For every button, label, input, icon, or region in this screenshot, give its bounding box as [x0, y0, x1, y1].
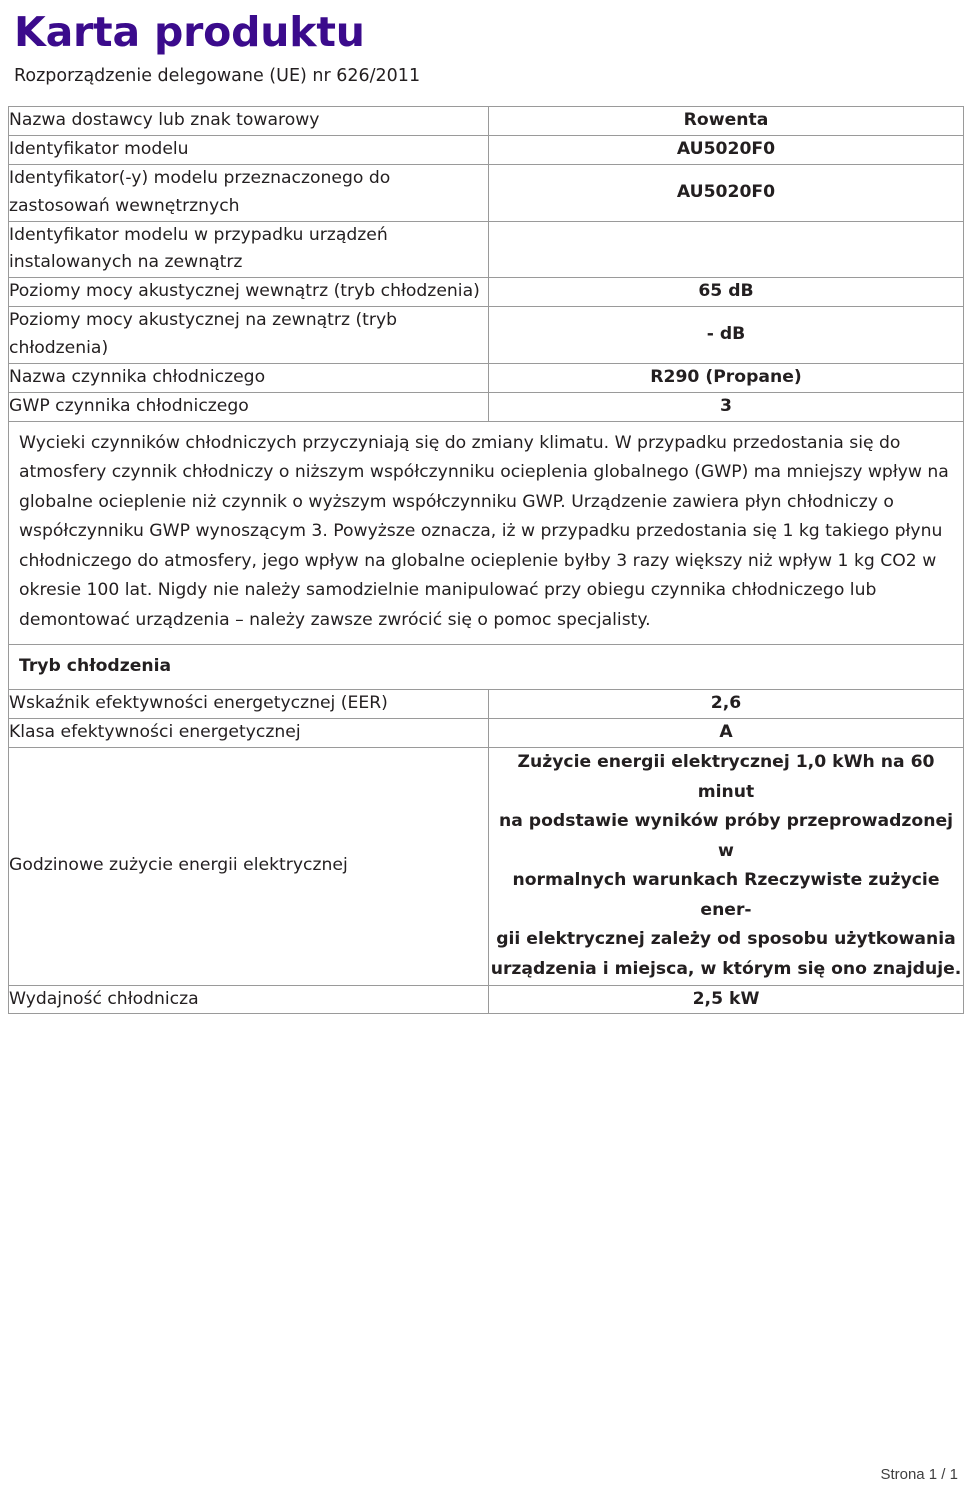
table-row — [9, 985, 964, 1014]
table-row — [9, 164, 964, 221]
table-row — [9, 644, 964, 690]
page-title: Karta produktu — [14, 8, 365, 56]
spec-value: AU5020F0 — [489, 164, 964, 221]
spec-value-multiline — [489, 747, 964, 985]
spec-value: 65 dB — [489, 278, 964, 307]
value-line: na podstawie wyników próby przeprowadzonej w — [498, 811, 954, 861]
table-row — [9, 392, 964, 421]
table-row — [9, 719, 964, 748]
refrigerant-notice-paragraph: Wycieki czynników chłodniczych przyczyniają się do zmiany klimatu. W przypadku przedostania się do atmosfery czynnik chłodniczy o niższym współczynniku ocieplenia globalnego (GWP) ma mniejszy wpływ na globalne ocieplenie niż czynnik o wyższym współczynniku GWP. Urządzenie zawiera płyn chłodniczy o współczynniku GWP wynoszącym 3. Powyższe oznacza, iż w przypadku przedostania się 1 kg takiego płynu chłodniczego do atmosfery, jego wpływ na globalne ocieplenie byłby 3 razy większy niż wpływ 1 kg CO2 w okresie 100 lat. Nigdy nie należy samodzielnie manipulować przy obiegu czynnika chłodniczego lub demontować urządzenia – należy zawsze zwrócić się o pomoc specjalisty. — [9, 421, 964, 644]
spec-value: 2,5 kW — [489, 985, 964, 1014]
table-row — [9, 307, 964, 364]
table-row — [9, 363, 964, 392]
table-row — [9, 107, 964, 136]
spec-label: Wskaźnik efektywności energetycznej (EER) — [9, 690, 489, 719]
spec-table-body — [9, 107, 964, 1014]
spec-label: Godzinowe zużycie energii elektrycznej — [9, 747, 489, 985]
product-spec-table — [8, 106, 964, 1014]
value-line: urządzenia i miejsca, w którym się ono znajduje. — [490, 958, 962, 979]
spec-value: R290 (Propane) — [489, 363, 964, 392]
table-row — [9, 421, 964, 644]
spec-label: Poziomy mocy akustycznej na zewnątrz (tryb chłodzenia) — [9, 307, 489, 364]
value-line: normalnych warunkach Rzeczywiste zużycie ener- — [512, 870, 940, 920]
spec-label: Identyfikator modelu w przypadku urządzeń instalowanych na zewnątrz — [9, 221, 489, 278]
spec-label: Wydajność chłodnicza — [9, 985, 489, 1014]
value-line: gii elektrycznej zależy od sposobu użytkowania — [496, 929, 956, 950]
spec-value — [489, 221, 964, 278]
section-heading-cooling-mode: Tryb chłodzenia — [9, 644, 964, 690]
table-row — [9, 690, 964, 719]
spec-label: Identyfikator modelu — [9, 135, 489, 164]
page-number-footer: Strona 1 / 1 — [880, 1466, 958, 1483]
value-line: Zużycie energii elektrycznej 1,0 kWh na 60 minut — [517, 751, 935, 802]
table-row — [9, 135, 964, 164]
table-row — [9, 221, 964, 278]
hourly-energy-value-lines — [489, 748, 963, 985]
spec-value: 3 — [489, 392, 964, 421]
spec-label: Klasa efektywności energetycznej — [9, 719, 489, 748]
regulation-reference: Rozporządzenie delegowane (UE) nr 626/2011 — [14, 66, 421, 87]
table-row — [9, 747, 964, 985]
table-row — [9, 278, 964, 307]
spec-value: AU5020F0 — [489, 135, 964, 164]
spec-label: Nazwa czynnika chłodniczego — [9, 363, 489, 392]
spec-label: Nazwa dostawcy lub znak towarowy — [9, 107, 489, 136]
spec-label: Identyfikator(-y) modelu przeznaczonego do zastosowań wewnętrznych — [9, 164, 489, 221]
spec-value: A — [489, 719, 964, 748]
spec-value: 2,6 — [489, 690, 964, 719]
spec-value: Rowenta — [489, 107, 964, 136]
spec-label: GWP czynnika chłodniczego — [9, 392, 489, 421]
spec-label: Poziomy mocy akustycznej wewnątrz (tryb chłodzenia) — [9, 278, 489, 307]
spec-value: - dB — [489, 307, 964, 364]
